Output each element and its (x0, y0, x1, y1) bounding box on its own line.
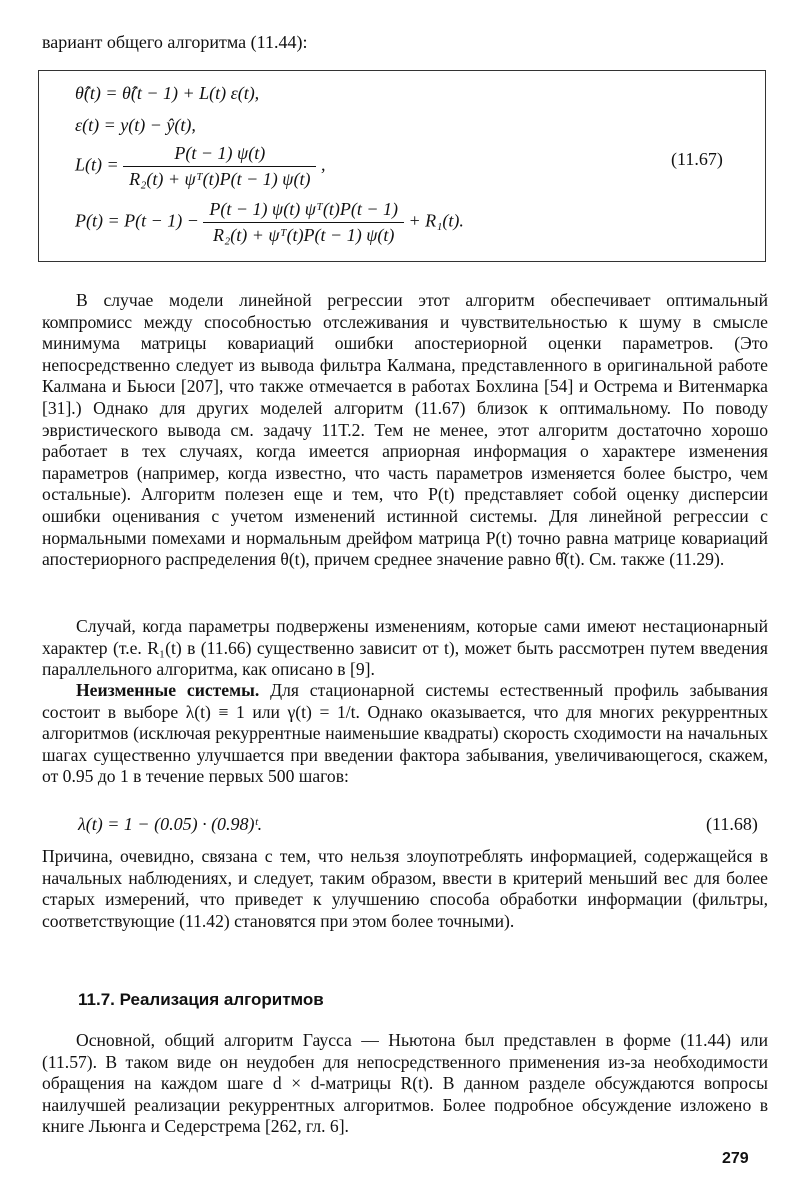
equation-P-tail: + R₁(t). (408, 210, 464, 231)
equation-L-lhs: L(t) = (75, 154, 119, 175)
formula-11-68: λ(t) = 1 − (0.05) · (0.98)ᵗ. (78, 814, 263, 834)
paragraph-2-block (42, 616, 768, 681)
equation-epsilon: ε(t) = y(t) − ŷ(t), (75, 115, 196, 135)
paragraph-1-block (42, 290, 768, 571)
equation-L (75, 143, 325, 190)
paragraph-3-bold: Неизменные системы. (76, 680, 260, 700)
equation-theta: θ̂(t) = θ̂(t − 1) + L(t) ε(t), (75, 83, 260, 103)
formula-11-68-number: (11.68) (706, 814, 758, 834)
equation-L-tail: , (320, 154, 326, 175)
equation-L-denominator: R₂(t) + ψᵀ(t)P(t − 1) ψ(t) (129, 169, 311, 189)
paragraph-1: В случае модели линейной регрессии этот алгоритм обеспечивает оптимальный компромисс между способностью отслеживания и чувствительностью к шуму в смысле минимума матрицы ковариаций ошибки апостериорной оценки параметров. (Это непосредственно следует из вывода фильтра Калмана, представленного в оригинальной работе Калмана и Бьюси [207], что также отмечается в работах Бохлина [54] и Острема и Витенмарка [31].) Однако для других моделей алгоритм (11.67) близок к оптимальному. По поводу эвристического вывода см. задачу 11Т.2. Тем не менее, этот алгоритм достаточно хорошо работает в тех случаях, когда имеется априорная информация о характере изменения параметров (например, когда известно, что часть параметров изменяется более быстро, чем остальные). Алгоритм полезен еще и тем, что P(t) представляет собой оценку дисперсии ошибки оценивания с учетом изменений истинной системы. Для линейной регрессии с нормальными помехами и нормальным дрейфом матрица P(t) точно равна матрице ковариаций апостериорного распределения θ(t), причем среднее значение равно θ̂(t). См. также (11.29). (42, 290, 768, 570)
equation-P-numerator: P(t − 1) ψ(t) ψᵀ(t)P(t − 1) (203, 199, 404, 223)
section-heading: 11.7. Реализация алгоритмов (78, 990, 324, 1009)
equation-L-numerator: P(t − 1) ψ(t) (123, 143, 316, 167)
equation-number-67: (11.67) (671, 149, 723, 169)
equation-P-fraction (203, 199, 404, 246)
paragraph-3-text: Для стационарной системы естественный профиль забывания состоит в выборе λ(t) ≡ 1 или γ(t) = 1/t. Однако оказывается, что для многих рекуррентных алгоритмов (исключая рекуррентные наименьшие квадраты) скорость сходимости на начальных шагах существенно улучшается при введении фактора забывания, увеличивающегося, скажем, от 0.95 до 1 в течение первых 500 шагов: (42, 680, 768, 787)
equation-P (75, 199, 464, 246)
equation-L-fraction (123, 143, 316, 190)
intro-line: вариант общего алгоритма (11.44): (42, 32, 308, 52)
paragraph-5: Основной, общий алгоритм Гаусса — Ньютона был представлен в форме (11.44) или (11.57). В таком виде он неудобен для непосредственного применения из-за необходимости обращения на каждом шаге d × d-матрицы R(t). В данном разделе обсуждаются вопросы наилучшей реализации рекуррентных алгоритмов. Более подробное обсуждение изложено в книге Льюнга и Седерстрема [262, гл. 6]. (42, 1030, 768, 1137)
equation-P-lhs: P(t) = P(t − 1) − (75, 210, 199, 231)
paragraph-2: Случай, когда параметры подвержены изменениям, которые сами имеют нестационарный характер (т.е. R₁(t) в (11.66) существенно зависит от t), может быть рассмотрен путем введения параллельного алгоритма, как описано в [9]. (42, 616, 768, 680)
paragraph-5-block (42, 1030, 768, 1138)
paragraph-4: Причина, очевидно, связана с тем, что нельзя злоупотреблять информацией, содержащейся в начальных наблюдениях, и следует, таким образом, ввести в критерий меньший вес для более старых измерений, что приведет к улучшению способа обработки информации (фильтры, соответствующие (11.42) становятся при этом более точными). (42, 846, 768, 931)
paragraph-4-block (42, 846, 768, 932)
paragraph-3-block (42, 680, 768, 788)
page-number: 279 (722, 1150, 749, 1167)
paragraph-3 (42, 680, 768, 788)
equation-box (38, 70, 766, 262)
equation-P-denominator: R₂(t) + ψᵀ(t)P(t − 1) ψ(t) (213, 225, 395, 245)
